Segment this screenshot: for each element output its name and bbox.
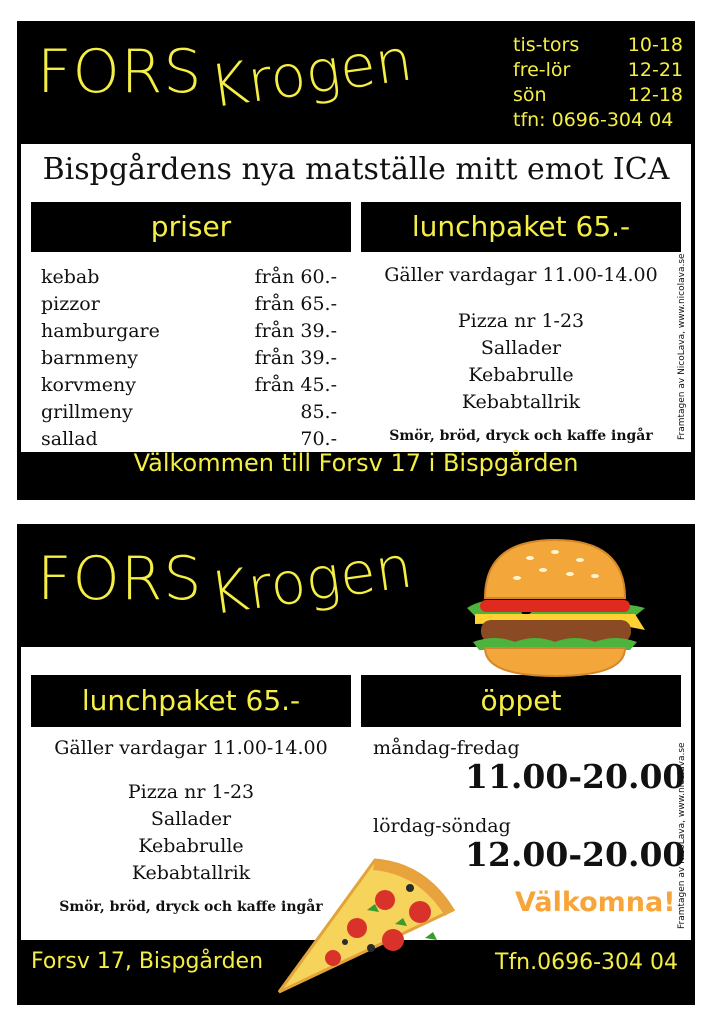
hours-row bbox=[513, 83, 683, 108]
credit: Framtagen av NicoLava, www.nicolava.se bbox=[677, 742, 687, 929]
lunch-valid: Gäller vardagar 11.00-14.00 bbox=[54, 737, 328, 759]
lunch-valid: Gäller vardagar 11.00-14.00 bbox=[384, 264, 658, 286]
opening-hours bbox=[513, 33, 683, 133]
lunch-item: Pizza nr 1-23 bbox=[457, 310, 585, 332]
address: Forsv 17, Bispgården bbox=[31, 949, 264, 974]
logo bbox=[37, 25, 477, 137]
lunch-item: Sallader bbox=[480, 337, 562, 359]
lunch-includes: Smör, bröd, dryck och kaffe ingår bbox=[59, 899, 323, 915]
price-value: från 39.- bbox=[254, 320, 337, 342]
price-row bbox=[41, 264, 337, 291]
price-item: barnmeny bbox=[41, 347, 139, 369]
price-row bbox=[41, 372, 337, 399]
info-panel bbox=[21, 144, 691, 452]
flyer-top bbox=[17, 21, 695, 500]
weekday-label: måndag-fredag bbox=[373, 737, 520, 759]
logo-krogen: Krogen bbox=[205, 532, 417, 628]
price-value: från 65.- bbox=[254, 293, 337, 315]
hours-days: tis-tors bbox=[513, 34, 580, 56]
lunch-items bbox=[361, 308, 681, 416]
hours-time: 12-18 bbox=[627, 84, 683, 106]
open-header: öppet bbox=[361, 675, 681, 727]
logo-fors: FORS bbox=[37, 37, 203, 107]
welcome-line: Välkommen till Forsv 17 i Bispgården bbox=[133, 449, 579, 477]
lunch-item: Kebabrulle bbox=[468, 364, 574, 386]
credit: Framtagen av NicoLava, www.nicolava.se bbox=[677, 253, 687, 440]
hours-days: fre-lör bbox=[513, 59, 571, 81]
price-row bbox=[41, 345, 337, 372]
hours-time: 10-18 bbox=[627, 34, 683, 56]
hours-row bbox=[513, 58, 683, 83]
hours-days: sön bbox=[513, 84, 547, 106]
lunch-header: lunchpaket 65.- bbox=[361, 202, 681, 252]
lunch-item: Kebabrulle bbox=[138, 835, 244, 857]
price-value: 85.- bbox=[300, 401, 337, 423]
pizza-slice-image bbox=[275, 850, 465, 1000]
price-item: grillmeny bbox=[41, 401, 133, 423]
lunch-item: Sallader bbox=[150, 808, 232, 830]
flyer-bottom bbox=[17, 524, 695, 1005]
price-item: sallad bbox=[41, 428, 98, 450]
price-value: från 60.- bbox=[254, 266, 337, 288]
burger-image bbox=[445, 538, 665, 683]
welcome-text: Välkomna! bbox=[515, 887, 676, 918]
price-row bbox=[41, 399, 337, 426]
price-row bbox=[41, 318, 337, 345]
price-item: kebab bbox=[41, 266, 100, 288]
price-value: från 39.- bbox=[254, 347, 337, 369]
logo bbox=[37, 532, 477, 644]
lunch-item: Pizza nr 1-23 bbox=[127, 781, 255, 803]
hours-row bbox=[513, 33, 683, 58]
phone-number: tfn: 0696-304 04 bbox=[513, 109, 674, 131]
price-item: pizzor bbox=[41, 293, 100, 315]
price-list bbox=[41, 264, 337, 453]
price-value: 70.- bbox=[300, 428, 337, 450]
weekend-hours: 12.00-20.00 bbox=[465, 835, 686, 874]
lunch-header: lunchpaket 65.- bbox=[31, 675, 351, 727]
price-item: hamburgare bbox=[41, 320, 160, 342]
logo-fors: FORS bbox=[37, 544, 203, 614]
weekday-hours: 11.00-20.00 bbox=[465, 757, 686, 796]
prices-header: priser bbox=[31, 202, 351, 252]
lunch-includes: Smör, bröd, dryck och kaffe ingår bbox=[389, 428, 653, 444]
tagline: Bispgårdens nya matställe mitt emot ICA bbox=[42, 152, 670, 187]
hours-time: 12-21 bbox=[627, 59, 683, 81]
price-value: från 45.- bbox=[254, 374, 337, 396]
price-item: korvmeny bbox=[41, 374, 136, 396]
weekend-label: lördag-söndag bbox=[373, 815, 511, 837]
logo-krogen: Krogen bbox=[205, 25, 417, 122]
lunch-item: Kebabtallrik bbox=[131, 862, 251, 884]
phone-number: Tfn.0696-304 04 bbox=[495, 950, 679, 975]
price-row bbox=[41, 291, 337, 318]
lunch-item: Kebabtallrik bbox=[461, 391, 581, 413]
